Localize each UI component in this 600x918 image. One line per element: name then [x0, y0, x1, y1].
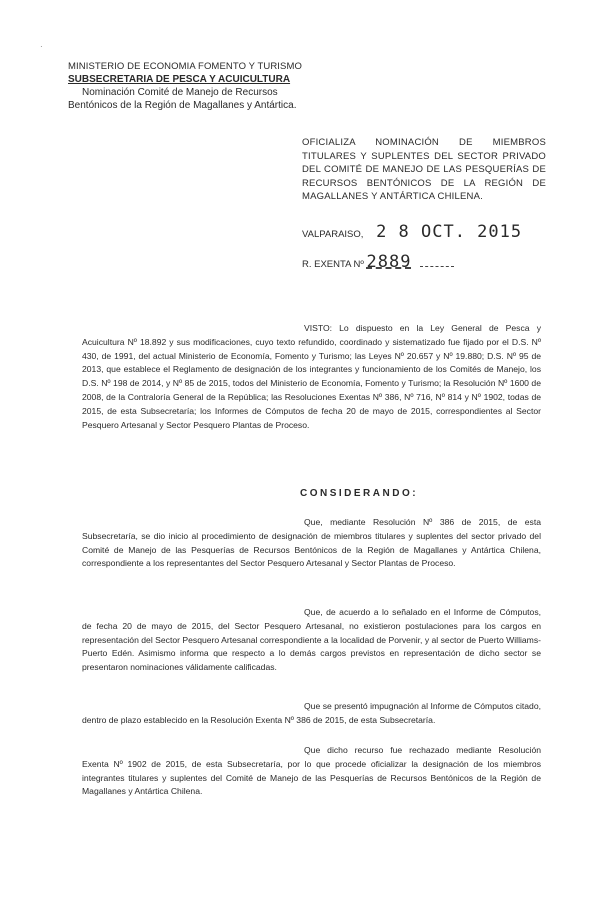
considerando-text: Que, mediante Resolución Nº 386 de 2015, de esta Subsecretaría, se dio inicio al procedimiento de designación de miembros titulares y suplentes del sector privado del Comité de Manejo de las Pesquerías de Recursos Bentónicos de la Región de Magallanes y Antártica Chilena, correspondiente a los representantes del Sector Pesquero Artesanal y Sector Plantas de Proceso. [82, 517, 541, 569]
header-line-1: Nominación Comité de Manejo de Recursos [82, 87, 278, 98]
considerando-text: Que dicho recurso fue rechazado mediante Resolución Exenta Nº 1902 de 2015, de esta Subsecretaría, por lo que procede oficializar la designación de los miembros integrantes titulares y suplentes del Comité de Manejo de las Pesquerías de Recursos Bentónicos de la Región de Magallanes y Antártica Chilena. [82, 745, 541, 797]
resolution-underline [420, 266, 454, 267]
visto-text: VISTO: Lo dispuesto en la Ley General de Pesca y Acuicultura Nº 18.892 y sus modificaciones, cuyo texto refundido, coordinado y sistematizado fue fijado por el D.S. Nº 430, de 1991, del actual Ministerio de Economía, Fomento y Turismo; las Leyes Nº 20.657 y Nº 19.880; D.S. Nº 95 de 2013, que establece el Reglamento de designación de los integrantes y funcionamiento de los Comités de Manejo, los D.S. Nº 198 de 2014, y Nº 85 de 2015, todos del Ministerio de Economía, Fomento y Turismo; la Resolución Nº 1600 de 2008, de la Contraloría General de la República; las Resoluciones Exentas Nº 386, Nº 716, Nº 814 y Nº 1902, todas de 2015, de esta Subsecretaría; los Informes de Cómputos de fecha 20 de mayo de 2015, correspondientes al Sector Pesquero Artesanal y Sector Pesquero Plantas de Proceso. [82, 323, 541, 430]
resolution-line [302, 252, 454, 272]
margin-mark: · [40, 42, 43, 51]
considerando-text: Que se presentó impugnación al Informe de Cómputos citado, dentro de plazo establecido en la Resolución Exenta Nº 386 de 2015, de esta Subsecretaría. [82, 701, 541, 725]
date-line [302, 222, 522, 242]
considerando-2 [82, 606, 541, 675]
considerando-4 [82, 744, 541, 799]
letterhead [68, 60, 328, 112]
subsecretaria-name: SUBSECRETARIA DE PESCA Y ACUICULTURA [68, 74, 291, 85]
visto-paragraph [82, 322, 541, 432]
resolution-label: R. EXENTA Nº [302, 259, 364, 270]
date-city: VALPARAISO, [302, 229, 364, 240]
considerando-text: Que, de acuerdo a lo señalado en el Informe de Cómputos, de fecha 20 de mayo de 2015, del Sector Pesquero Artesanal, no existieron postulaciones para los cargos en representación del Sector Pesquero Artesanal correspondiente a la localidad de Porvenir, y al sector de Puerto Williams- Puerto Edén. Asimismo informa que respecto a lo demás cargos previstos en representación de dicho sector se presentaron nominaciones válidamente calificadas. [82, 607, 541, 673]
ministry-name: MINISTERIO DE ECONOMIA FOMENTO Y TURISMO [68, 61, 302, 72]
considerando-heading: CONSIDERANDO: [300, 488, 419, 499]
date-stamp: 2 8 OCT. 2015 [376, 222, 523, 242]
resolution-number: 2889 [366, 252, 412, 272]
header-line-2: Bentónicos de la Región de Magallanes y Antártica. [68, 100, 297, 111]
considerando-3 [82, 700, 541, 728]
subject-block: OFICIALIZA NOMINACIÓN DE MIEMBROS TITULARES Y SUPLENTES DEL SECTOR PRIVADO DEL COMITÉ DE MANEJO DE LAS PESQUERÍAS DE RECURSOS BENTÓNICOS DE LA REGIÓN DE MAGALLANES Y ANTÁRTICA CHILENA. [302, 137, 546, 202]
considerando-1 [82, 516, 541, 571]
